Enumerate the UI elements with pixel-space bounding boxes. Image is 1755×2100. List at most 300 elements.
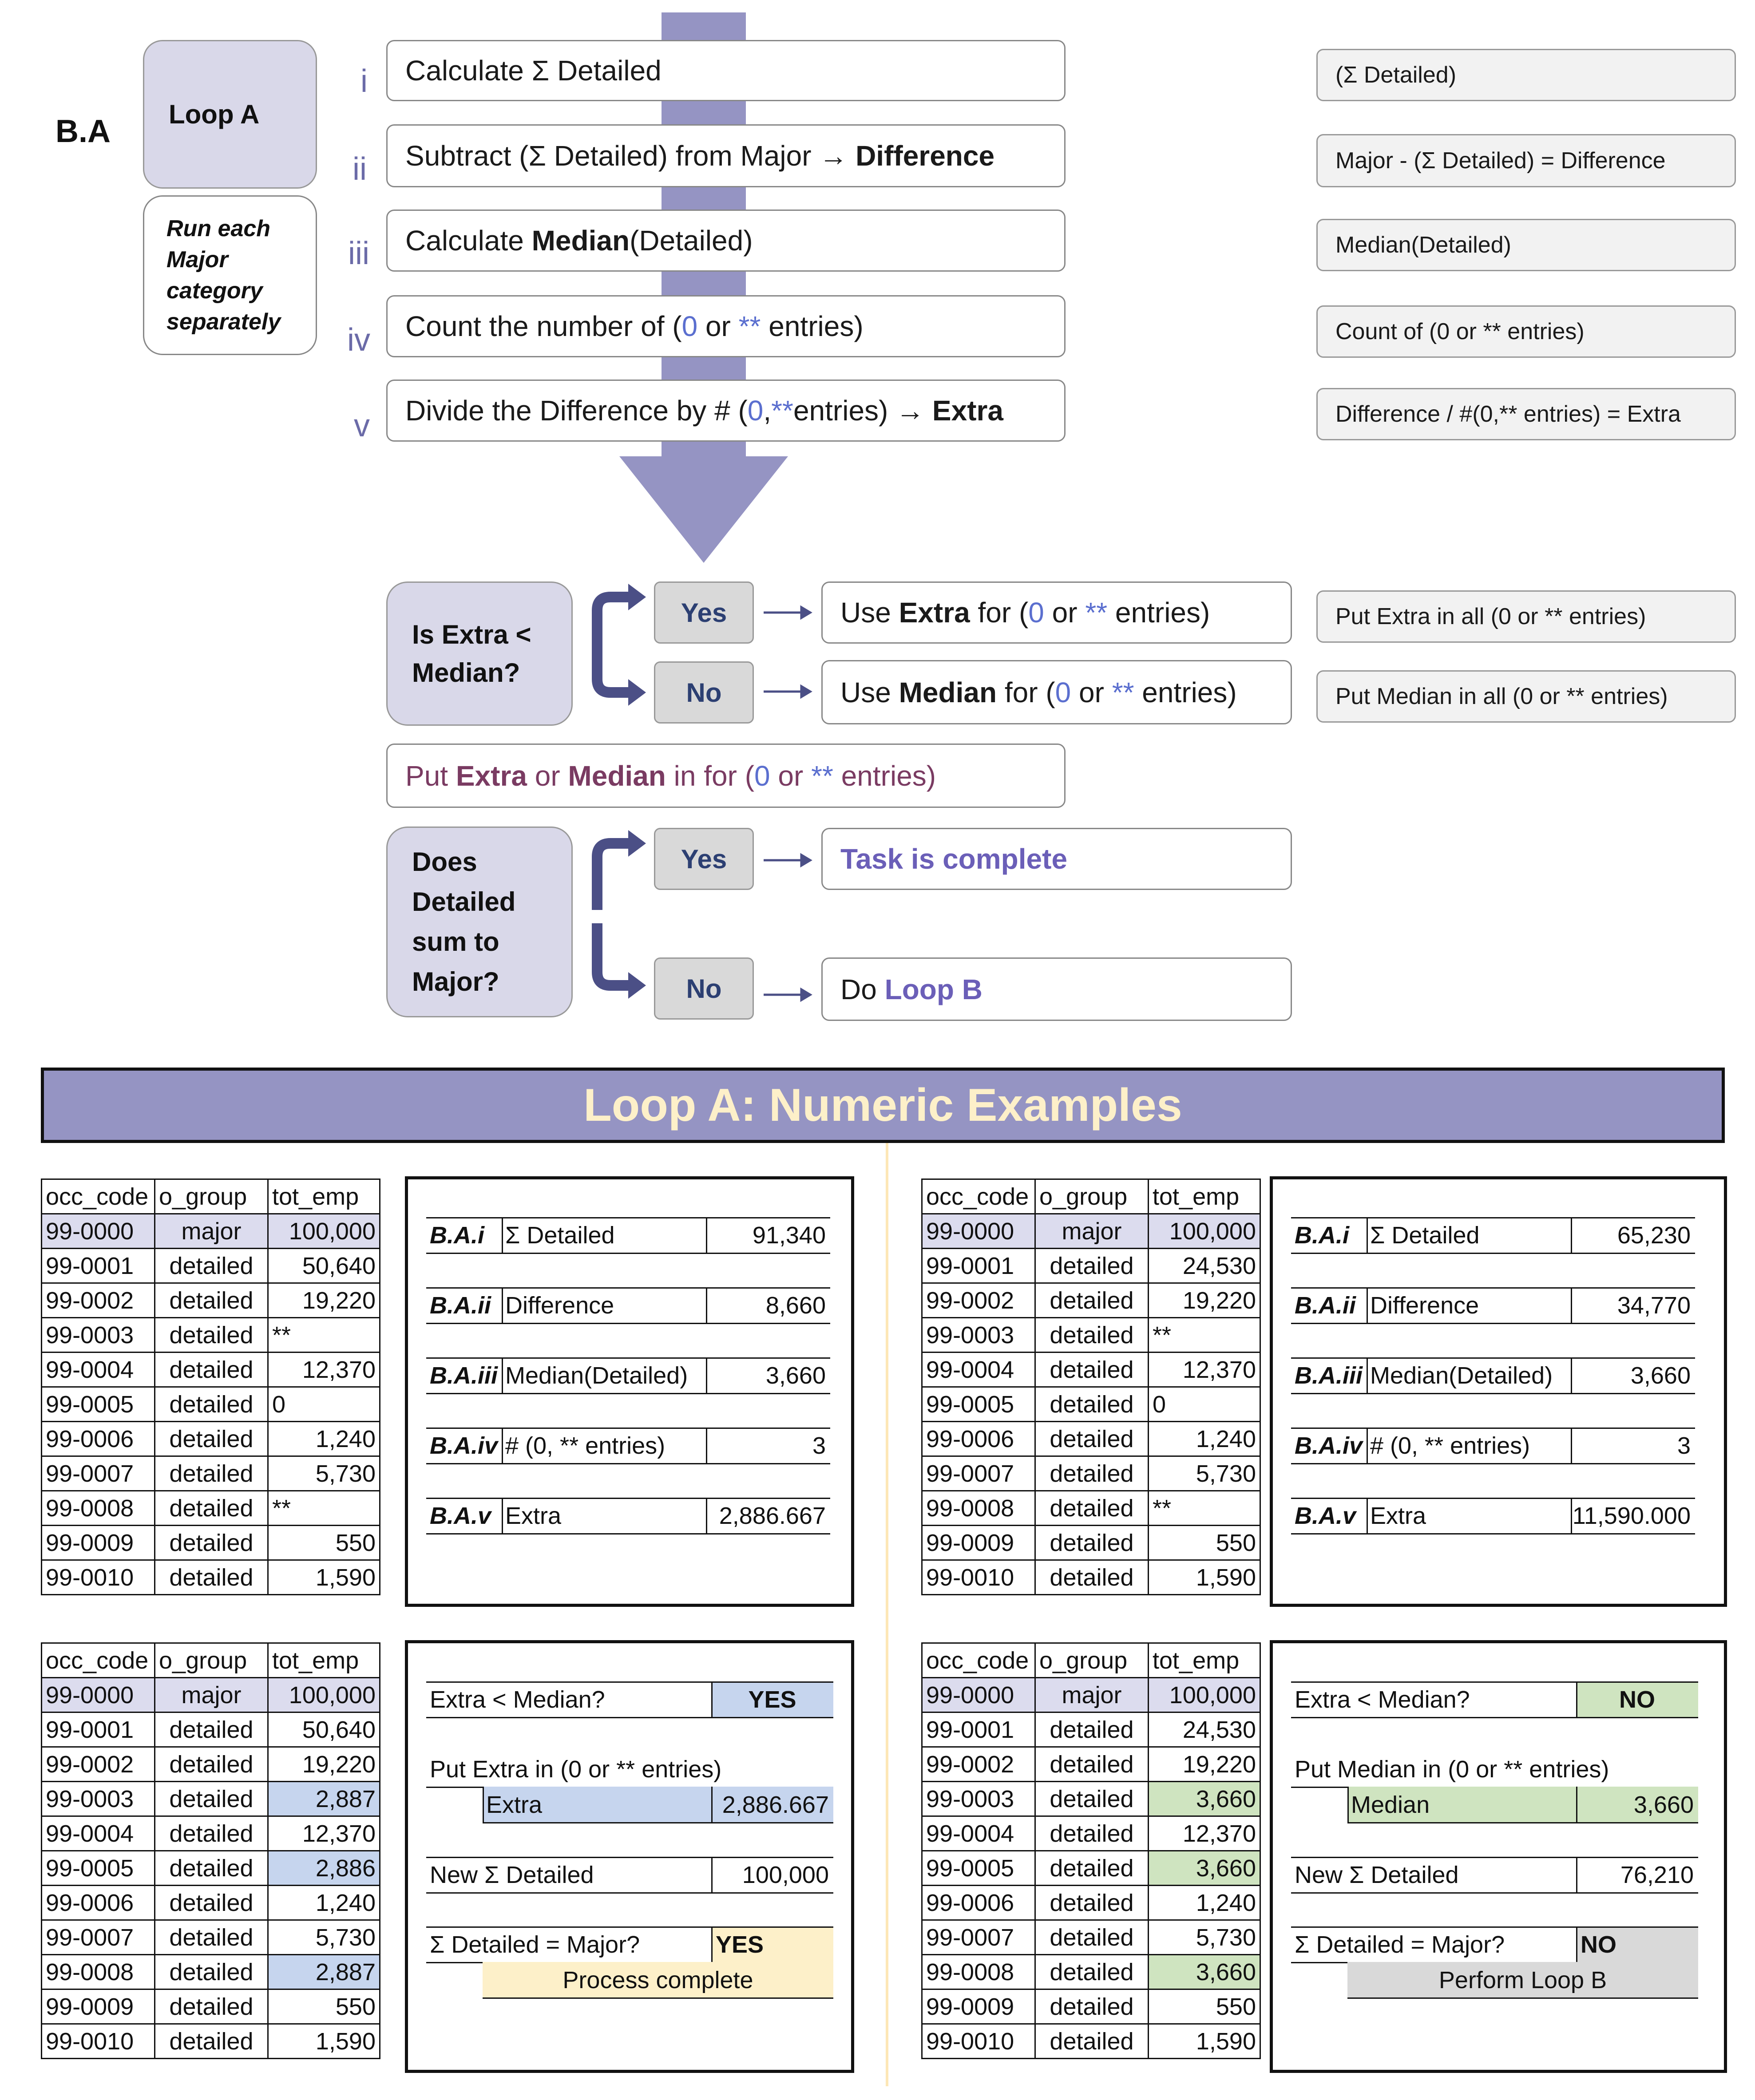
loop-a-box [143, 40, 317, 189]
calc-step-label: B.A.v [430, 1503, 491, 1529]
column-header: o_group [155, 1179, 268, 1214]
table-cell: detailed [155, 1816, 268, 1851]
calc-step-label: B.A.iv [430, 1432, 498, 1459]
table-cell: 99-0010 [42, 1560, 155, 1595]
table-cell: 99-0009 [42, 1989, 155, 2024]
table-cell: 12,370 [268, 1816, 380, 1851]
decision1-no-label: No [654, 661, 754, 724]
table-cell: 99-0004 [42, 1816, 155, 1851]
decision1-yes-connector [597, 597, 630, 646]
table-cell: 5,730 [268, 1920, 380, 1955]
table-row [42, 1747, 380, 1782]
step-numeral: iv [347, 322, 370, 358]
rule-line [1367, 1287, 1368, 1323]
table-cell: detailed [155, 1920, 268, 1955]
decision2-no-label: No [654, 957, 754, 1020]
table-cell: major [1035, 1678, 1149, 1712]
rule-line [1367, 1217, 1368, 1253]
table-cell: 550 [1149, 1526, 1260, 1560]
rule-line [483, 1787, 484, 1822]
new-sum-label: New Σ Detailed [1295, 1862, 1459, 1888]
table-cell: 99-0000 [922, 1678, 1035, 1712]
rule-line [483, 1997, 833, 1999]
rule-line [426, 1498, 830, 1499]
item-value: 2,886.667 [722, 1792, 829, 1818]
step-numeral: iii [348, 236, 369, 271]
table-row [922, 1318, 1260, 1353]
question-text: Extra < Median? [1295, 1686, 1470, 1713]
calc-step-label: B.A.i [430, 1222, 485, 1249]
table-row [922, 1712, 1260, 1747]
table-cell: 99-0009 [922, 1526, 1035, 1560]
table-cell: 19,220 [1149, 1747, 1260, 1782]
table-cell: detailed [155, 1422, 268, 1456]
rule-line [1291, 1892, 1698, 1894]
equality-question: Σ Detailed = Major? [1295, 1931, 1505, 1958]
table-cell: 99-0000 [42, 1214, 155, 1249]
table-cell: 0 [1149, 1387, 1260, 1422]
column-header: occ_code [42, 1643, 155, 1678]
rule-line [483, 1822, 833, 1823]
table-cell: 99-0007 [42, 1456, 155, 1491]
rule-line [1291, 1463, 1695, 1464]
table-cell: 99-0008 [922, 1955, 1035, 1989]
table-row [42, 1353, 380, 1387]
table-row [922, 2024, 1260, 2059]
rule-line [502, 1287, 503, 1323]
table-cell: 1,240 [268, 1422, 380, 1456]
occupation-table [921, 1179, 1261, 1595]
table-row [42, 1491, 380, 1526]
rule-line [426, 1323, 830, 1324]
table-cell: 99-0006 [922, 1422, 1035, 1456]
formula-note: Count of (0 or ** entries) [1316, 305, 1736, 358]
decision2-yes-connector [597, 843, 630, 910]
table-cell: 2,887 [268, 1955, 380, 1989]
loop-a-title: Loop A [169, 99, 260, 129]
rule-line [502, 1217, 503, 1253]
table-cell: 99-0004 [42, 1353, 155, 1387]
table-cell: detailed [1035, 1782, 1149, 1816]
table-cell: 99-0005 [922, 1387, 1035, 1422]
main-flow-arrow-head [619, 456, 788, 563]
formula-note: Median(Detailed) [1316, 219, 1736, 271]
column-header: o_group [1035, 1643, 1149, 1678]
table-cell: 99-0001 [922, 1712, 1035, 1747]
table-row [42, 1851, 380, 1886]
table-cell: 1,590 [1149, 2024, 1260, 2059]
table-cell: detailed [1035, 1712, 1149, 1747]
calc-step-label: B.A.ii [1295, 1292, 1356, 1319]
table-cell: 99-0007 [922, 1920, 1035, 1955]
table-cell: detailed [155, 1249, 268, 1283]
table-cell: 99-0002 [42, 1747, 155, 1782]
table-cell: detailed [155, 1387, 268, 1422]
table-cell: 99-0008 [922, 1491, 1035, 1526]
new-sum-value: 76,210 [1620, 1862, 1694, 1888]
table-cell: detailed [1035, 1318, 1149, 1353]
task-complete-box: Task is complete [821, 828, 1292, 890]
table-row [922, 1387, 1260, 1422]
table-cell: 1,240 [1149, 1422, 1260, 1456]
loop-a-note: Run each Major category separately [143, 195, 317, 355]
table-cell: 1,240 [268, 1886, 380, 1920]
decision1-question: Is Extra < Median? [386, 581, 573, 726]
column-header: o_group [155, 1643, 268, 1678]
table-cell: major [155, 1214, 268, 1249]
item-name: Extra [486, 1792, 543, 1818]
rule-line [426, 1393, 830, 1394]
table-cell: detailed [1035, 1560, 1149, 1595]
table-cell: detailed [1035, 1955, 1149, 1989]
table-row [42, 1456, 380, 1491]
rule-line [1291, 1357, 1695, 1359]
table-cell: 99-0004 [922, 1353, 1035, 1387]
table-cell: 99-0003 [42, 1318, 155, 1353]
table-cell: 100,000 [268, 1214, 380, 1249]
calc-step-name: Median(Detailed) [505, 1362, 688, 1389]
calc-step-value: 8,660 [765, 1292, 826, 1319]
table-cell: 99-0009 [922, 1989, 1035, 2024]
column-header: occ_code [922, 1179, 1035, 1214]
table-cell: 12,370 [1149, 1816, 1260, 1851]
calc-step-label: B.A.iii [1295, 1362, 1363, 1389]
table-row [42, 2024, 380, 2059]
table-cell: detailed [155, 1353, 268, 1387]
table-cell: 99-0007 [42, 1920, 155, 1955]
decision1-yes-note: Put Extra in all (0 or ** entries) [1316, 590, 1736, 643]
table-row [42, 1782, 380, 1816]
table-cell: 19,220 [268, 1747, 380, 1782]
table-row [42, 1422, 380, 1456]
calc-step-label: B.A.iv [1295, 1432, 1363, 1459]
rule-line [1291, 1857, 1698, 1858]
table-row [42, 1955, 380, 1989]
table-cell: major [1035, 1214, 1149, 1249]
calc-step-name: # (0, ** entries) [505, 1432, 666, 1459]
table-cell: detailed [1035, 1747, 1149, 1782]
rule-line [426, 1357, 830, 1359]
table-cell: detailed [155, 1747, 268, 1782]
table-cell: ** [268, 1318, 380, 1353]
rule-line [502, 1357, 503, 1393]
calc-step-label: B.A.ii [430, 1292, 491, 1319]
table-cell: 3,660 [1149, 1851, 1260, 1886]
column-header: tot_emp [268, 1179, 380, 1214]
table-cell: 1,590 [268, 1560, 380, 1595]
column-header: tot_emp [1149, 1643, 1260, 1678]
step-numeral: v [354, 408, 370, 443]
table-cell: 100,000 [1149, 1678, 1260, 1712]
table-cell: detailed [155, 1526, 268, 1560]
table-row [922, 1560, 1260, 1595]
put-extra-or-median-box: Put Extra or Median in for ( 0 or ** entries) [386, 744, 1066, 808]
calc-step-name: # (0, ** entries) [1370, 1432, 1530, 1459]
table-cell: 24,530 [1149, 1712, 1260, 1747]
step-numeral: i [361, 63, 368, 99]
calc-step-value: 3 [1677, 1432, 1691, 1459]
table-row [922, 1249, 1260, 1283]
decision2-yes-label: Yes [654, 828, 754, 890]
table-row [922, 1816, 1260, 1851]
table-cell: detailed [1035, 1249, 1149, 1283]
table-row [42, 1816, 380, 1851]
table-cell: 99-0001 [922, 1249, 1035, 1283]
question-answer: YES [748, 1686, 796, 1713]
table-cell: detailed [155, 1456, 268, 1491]
rule-line [426, 1253, 830, 1254]
calc-step-value: 3,660 [765, 1362, 826, 1389]
calc-step-name: Extra [1370, 1503, 1426, 1529]
rule-line [1367, 1428, 1368, 1463]
table-cell: 100,000 [1149, 1214, 1260, 1249]
final-status: Perform Loop B [1438, 1967, 1607, 1993]
decision2-no-connector [597, 923, 630, 985]
column-header: tot_emp [268, 1643, 380, 1678]
rule-line [502, 1498, 503, 1533]
rule-line [1291, 1681, 1698, 1683]
table-cell: 99-0003 [42, 1782, 155, 1816]
table-cell: 99-0006 [42, 1422, 155, 1456]
table-cell: detailed [1035, 1920, 1149, 1955]
table-row [42, 1920, 380, 1955]
table-cell: 5,730 [1149, 1920, 1260, 1955]
step-iii-box: Calculate Median (Detailed) [386, 210, 1066, 272]
rule-line [1291, 1533, 1695, 1534]
table-row [42, 1886, 380, 1920]
table-cell: 3,660 [1149, 1782, 1260, 1816]
decision1-yes-result: Use Extra for ( 0 or ** entries) [821, 581, 1292, 644]
table-row [42, 1249, 380, 1283]
table-cell: 19,220 [1149, 1283, 1260, 1318]
put-instruction: Put Extra in (0 or ** entries) [430, 1756, 722, 1783]
step-iv-box: Count the number of ( 0 or ** entries) [386, 295, 1066, 357]
table-row [42, 1560, 380, 1595]
table-cell: detailed [1035, 1387, 1149, 1422]
table-cell: ** [1149, 1318, 1260, 1353]
table-row [922, 1920, 1260, 1955]
table-row [42, 1318, 380, 1353]
table-cell: 0 [268, 1387, 380, 1422]
table-row [922, 1886, 1260, 1920]
table-cell: 1,590 [1149, 1560, 1260, 1595]
rule-line [1291, 1253, 1695, 1254]
table-cell: 99-0005 [42, 1387, 155, 1422]
table-cell: 50,640 [268, 1249, 380, 1283]
calc-step-name: Difference [1370, 1292, 1479, 1319]
step-numeral: ii [353, 151, 367, 187]
table-row [922, 1526, 1260, 1560]
table-cell: detailed [155, 1886, 268, 1920]
table-cell: detailed [155, 1491, 268, 1526]
rule-line [426, 1463, 830, 1464]
calc-step-name: Σ Detailed [505, 1222, 615, 1249]
table-cell: detailed [1035, 1422, 1149, 1456]
rule-line [1367, 1357, 1368, 1393]
section-label: B.A [55, 114, 111, 149]
rule-line [1291, 1323, 1695, 1324]
table-row [42, 1678, 380, 1712]
table-cell: 99-0010 [42, 2024, 155, 2059]
calc-step-value: 65,230 [1617, 1222, 1691, 1249]
table-row [922, 1989, 1260, 2024]
table-cell: 24,530 [1149, 1249, 1260, 1283]
examples-banner: Loop A: Numeric Examples [41, 1068, 1725, 1143]
calc-step-label: B.A.iii [430, 1362, 498, 1389]
table-cell: 99-0006 [42, 1886, 155, 1920]
table-cell: 99-0002 [922, 1747, 1035, 1782]
table-cell: 5,730 [268, 1456, 380, 1491]
occupation-table [41, 1642, 380, 2059]
rule-line [426, 1217, 830, 1218]
center-divider [886, 1143, 888, 2086]
rule-line [426, 1926, 833, 1928]
table-row [922, 1955, 1260, 1989]
table-cell: ** [1149, 1491, 1260, 1526]
rule-line [1291, 1393, 1695, 1394]
calc-step-name: Difference [505, 1292, 614, 1319]
rule-line [1291, 1717, 1698, 1718]
formula-note: Difference / #(0,** entries) = Extra [1316, 388, 1736, 440]
table-cell: detailed [1035, 2024, 1149, 2059]
table-row [922, 1851, 1260, 1886]
table-cell: detailed [155, 1283, 268, 1318]
table-cell: 3,660 [1149, 1955, 1260, 1989]
rule-line [426, 1681, 833, 1683]
table-cell: major [155, 1678, 268, 1712]
table-cell: 12,370 [1149, 1353, 1260, 1387]
table-row [922, 1422, 1260, 1456]
table-cell: detailed [1035, 1491, 1149, 1526]
occupation-table [921, 1642, 1261, 2059]
table-cell: detailed [1035, 1989, 1149, 2024]
table-cell: 99-0005 [42, 1851, 155, 1886]
table-cell: 99-0000 [42, 1678, 155, 1712]
table-row [922, 1782, 1260, 1816]
rule-line [426, 1428, 830, 1429]
table-cell: detailed [1035, 1353, 1149, 1387]
table-cell: 1,240 [1149, 1886, 1260, 1920]
calc-step-value: 34,770 [1617, 1292, 1691, 1319]
table-cell: 12,370 [268, 1353, 380, 1387]
table-cell: 99-0008 [42, 1955, 155, 1989]
calc-step-label: B.A.i [1295, 1222, 1350, 1249]
rule-line [1347, 1997, 1698, 1999]
table-row [42, 1214, 380, 1249]
table-row [922, 1214, 1260, 1249]
table-cell: 1,590 [268, 2024, 380, 2059]
table-cell: detailed [1035, 1886, 1149, 1920]
equality-question: Σ Detailed = Major? [430, 1931, 640, 1958]
table-cell: detailed [155, 1955, 268, 1989]
decision1-yes-label: Yes [654, 581, 754, 644]
table-cell: 5,730 [1149, 1456, 1260, 1491]
table-row [42, 1283, 380, 1318]
formula-note: (Σ Detailed) [1316, 49, 1736, 101]
rule-line [426, 1287, 830, 1289]
table-cell: detailed [1035, 1456, 1149, 1491]
table-cell: 99-0008 [42, 1491, 155, 1526]
table-cell: 100,000 [268, 1678, 380, 1712]
calc-step-value: 3 [812, 1432, 826, 1459]
step-v-box: Divide the Difference by # ( 0 , ** entries) → Extra [386, 380, 1066, 442]
calc-step-name: Median(Detailed) [1370, 1362, 1553, 1389]
rule-line [426, 1533, 830, 1534]
table-cell: 19,220 [268, 1283, 380, 1318]
table-row [922, 1353, 1260, 1387]
table-cell: detailed [155, 1851, 268, 1886]
table-cell: 99-0001 [42, 1249, 155, 1283]
new-sum-label: New Σ Detailed [430, 1862, 594, 1888]
table-cell: 99-0003 [922, 1782, 1035, 1816]
calc-step-value: 3,660 [1630, 1362, 1691, 1389]
table-row [42, 1526, 380, 1560]
rule-line [1291, 1498, 1695, 1499]
table-cell: 99-0009 [42, 1526, 155, 1560]
table-cell: detailed [1035, 1526, 1149, 1560]
calc-step-value: 2,886.667 [719, 1503, 826, 1529]
table-cell: detailed [1035, 1283, 1149, 1318]
table-cell: detailed [155, 1989, 268, 2024]
formula-note: Major - (Σ Detailed) = Difference [1316, 134, 1736, 187]
table-row [42, 1712, 380, 1747]
table-cell: 99-0010 [922, 1560, 1035, 1595]
table-cell: 99-0002 [922, 1283, 1035, 1318]
table-row [922, 1747, 1260, 1782]
rule-line [426, 1717, 833, 1718]
rule-line [1367, 1498, 1368, 1533]
do-loop-b-box: Do Loop B [821, 957, 1292, 1021]
table-cell: 99-0006 [922, 1886, 1035, 1920]
table-cell: 99-0002 [42, 1283, 155, 1318]
table-row [922, 1491, 1260, 1526]
table-cell: 99-0001 [42, 1712, 155, 1747]
table-row [42, 1387, 380, 1422]
rule-line [1347, 1787, 1349, 1822]
table-cell: 550 [1149, 1989, 1260, 2024]
calc-step-name: Extra [505, 1503, 562, 1529]
calc-step-value: 91,340 [752, 1222, 826, 1249]
table-cell: detailed [155, 1712, 268, 1747]
step-ii-box: Subtract (Σ Detailed) from Major → Difference [386, 124, 1066, 187]
rule-line [1576, 1926, 1577, 1962]
put-instruction: Put Median in (0 or ** entries) [1295, 1756, 1609, 1783]
column-header: occ_code [922, 1643, 1035, 1678]
table-cell: 550 [268, 1526, 380, 1560]
table-cell: 99-0003 [922, 1318, 1035, 1353]
table-cell: detailed [1035, 1816, 1149, 1851]
rule-line [711, 1926, 713, 1962]
decision1-no-note: Put Median in all (0 or ** entries) [1316, 670, 1736, 723]
table-cell: detailed [155, 1782, 268, 1816]
table-cell: 550 [268, 1989, 380, 2024]
table-row [42, 1989, 380, 2024]
occupation-table [41, 1179, 380, 1595]
rule-line [1291, 1287, 1695, 1289]
rule-line [502, 1428, 503, 1463]
table-cell: ** [268, 1491, 380, 1526]
equality-answer: YES [716, 1931, 764, 1958]
rule-line [426, 1892, 833, 1894]
table-cell: detailed [155, 2024, 268, 2059]
calc-step-label: B.A.v [1295, 1503, 1356, 1529]
rule-line [1347, 1822, 1698, 1823]
rule-line [1291, 1217, 1695, 1218]
rule-line [1291, 1428, 1695, 1429]
table-cell: detailed [155, 1318, 268, 1353]
decision1-no-result: Use Median for ( 0 or ** entries) [821, 660, 1292, 724]
table-row [922, 1456, 1260, 1491]
